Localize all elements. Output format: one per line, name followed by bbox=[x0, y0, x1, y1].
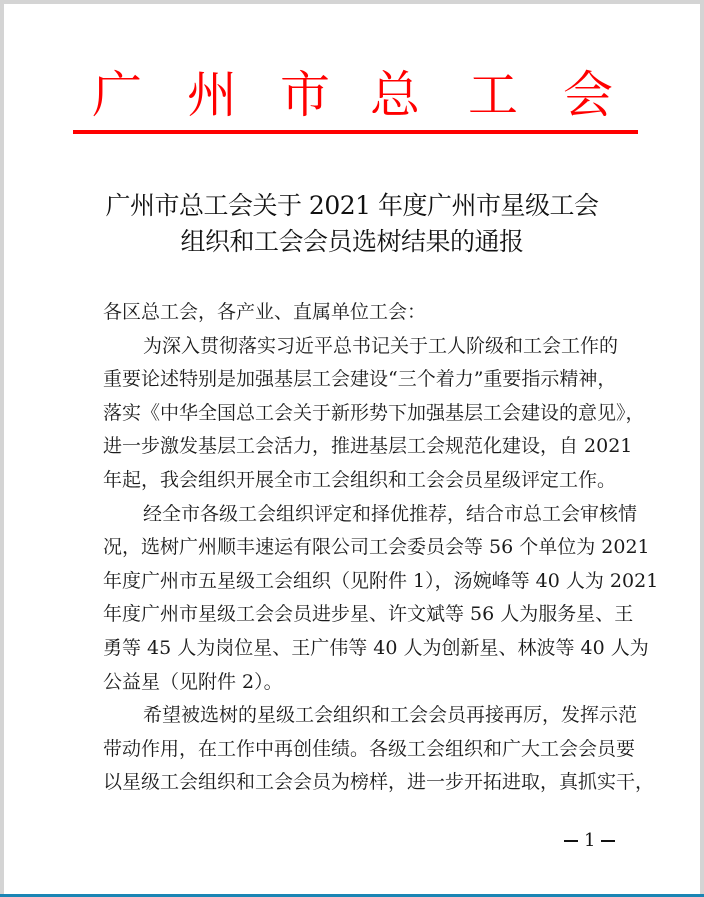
paragraph-line: 带动作用，在工作中再创佳绩。各级工会组织和广大工会会员要 bbox=[103, 737, 636, 760]
masthead-char: 会 bbox=[563, 66, 613, 124]
paragraph-line: 年度广州市五星级工会组织（见附件 1），汤婉峰等 40 人为 2021 bbox=[103, 569, 659, 592]
masthead bbox=[4, 66, 700, 126]
dash-right bbox=[601, 840, 615, 842]
paragraph-line: 年起，我会组织开展全市工会组织和工会会员星级评定工作。 bbox=[103, 468, 617, 491]
paragraph-line: 经全市各级工会组织评定和择优推荐，结合市总工会审核情 bbox=[143, 502, 638, 525]
paragraph-1 bbox=[103, 330, 645, 498]
paragraph-line: 落实《中华全国总工会关于新形势下加强基层工会建设的意见》， bbox=[103, 401, 645, 424]
dash-left bbox=[564, 840, 578, 842]
paragraph-line: 年度广州市星级工会会员进步星、许文斌等 56 人为服务星、王 bbox=[103, 603, 634, 626]
masthead-char: 广 bbox=[92, 66, 142, 124]
paragraph-2 bbox=[103, 498, 659, 700]
document-body bbox=[103, 296, 659, 800]
paragraph-line: 希望被选树的星级工会组织和工会会员再接再厉，发挥示范 bbox=[143, 704, 638, 727]
paragraph-line: 重要论述特别是加强基层工会建设“三个着力”重要指示精神， bbox=[103, 368, 617, 391]
salutation: 各区总工会，各产业、直属单位工会： bbox=[103, 301, 427, 323]
page-number bbox=[558, 830, 628, 852]
title-line-1: 广州市总工会关于 2021 年度广州市星级工会 bbox=[105, 191, 599, 220]
red-divider-line bbox=[73, 130, 638, 134]
paragraph-line: 况，选树广州顺丰速运有限公司工会委员会等 56 个单位为 2021 bbox=[103, 536, 650, 559]
paragraph-line: 为深入贯彻落实习近平总书记关于工人阶级和工会工作的 bbox=[143, 334, 619, 357]
masthead-char: 工 bbox=[468, 66, 518, 124]
page-number-value: 1 bbox=[584, 830, 596, 851]
masthead-char: 州 bbox=[187, 66, 237, 124]
paragraph-3 bbox=[103, 699, 655, 800]
paragraph-line: 进一步激发基层工会活力，推进基层工会规范化建设，自 2021 bbox=[103, 435, 633, 458]
paragraph-line: 公益星（见附件 2）。 bbox=[103, 670, 283, 693]
document-title bbox=[64, 188, 640, 260]
masthead-char: 总 bbox=[370, 66, 420, 124]
paragraph-line: 以星级工会组织和工会会员为榜样，进一步开拓进取，真抓实干， bbox=[103, 771, 655, 794]
masthead-char: 市 bbox=[280, 66, 330, 124]
paragraph-line: 勇等 45 人为岗位星、王广伟等 40 人为创新星、林波等 40 人为 bbox=[103, 636, 649, 659]
title-line-2: 组织和工会会员选树结果的通报 bbox=[180, 227, 524, 256]
document-page bbox=[4, 4, 700, 894]
